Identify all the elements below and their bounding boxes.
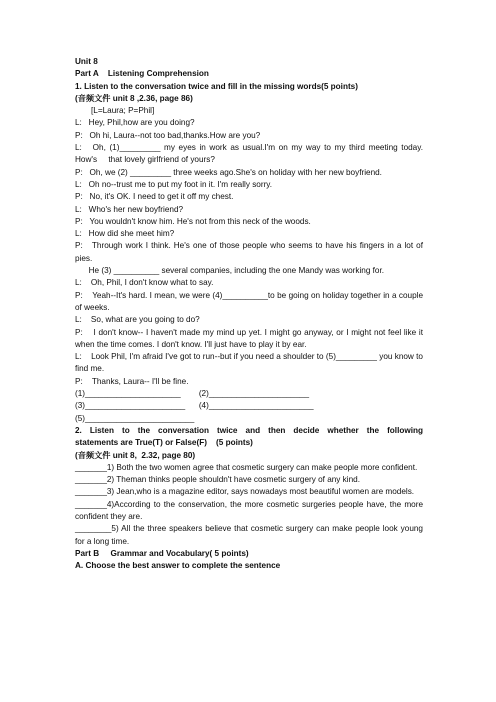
answer-blank-row: (1)_____________________ (2)______________________ bbox=[75, 389, 310, 399]
part-a-heading: Part A Listening Comprehension bbox=[75, 69, 209, 79]
dialogue-line: L: Look Phil, I'm afraid I've got to run--but if you need a shoulder to (5)_________ you know to find me. bbox=[75, 352, 423, 374]
dialogue-line: P: Thanks, Laura-- I'll be fine. bbox=[75, 376, 189, 386]
dialogue-line: L: Oh no--trust me to put my foot in it. I'm really sorry. bbox=[75, 179, 273, 189]
dialogue-line: L: Oh, Phil, I don't know what to say. bbox=[75, 278, 214, 288]
dialogue-line: P: Through work I think. He's one of those people who seems to have his fingers in a lot of pies. bbox=[75, 241, 423, 263]
question-2-audio: (音频文件 unit 8, 2.32, page 80) bbox=[75, 450, 196, 460]
dialogue-line: L: How did she meet him? bbox=[75, 229, 175, 239]
true-false-statement: _______3) Jean,who is a magazine editor, says nowadays most beautiful women are models. bbox=[75, 487, 415, 497]
answer-blank-row: (3)______________________ (4)_______________________ bbox=[75, 401, 314, 411]
dialogue-line: L: Who's her new boyfriend? bbox=[75, 204, 184, 214]
speaker-roles: [L=Laura; P=Phil] bbox=[91, 106, 155, 116]
part-b-heading: Part B Grammar and Vocabulary( 5 points) bbox=[75, 548, 249, 558]
dialogue-line: P: Oh, we (2) _________ three weeks ago.She's on holiday with her new boyfriend. bbox=[75, 167, 382, 177]
true-false-statement: ________5) All the three speakers believe that cosmetic surgery can make people look young for a long time. bbox=[75, 524, 423, 546]
dialogue-line: L: Hey, Phil,how are you doing? bbox=[75, 118, 195, 128]
question-1-title: 1. Listen to the conversation twice and fill in the missing words(5 points) bbox=[75, 81, 358, 91]
dialogue-line: L: So, what are you going to do? bbox=[75, 315, 200, 325]
section-a-heading: A. Choose the best answer to complete the sentence bbox=[75, 561, 281, 571]
question-2-title: 2. Listen to the conversation twice and then decide whether the following statements are True(T) or False(F) (5 points) bbox=[75, 425, 423, 448]
dialogue-line: P: You wouldn't know him. He's not from this neck of the woods. bbox=[75, 216, 311, 226]
dialogue-line: P: No, it's OK. I need to get it off my chest. bbox=[75, 192, 234, 202]
dialogue-line: P: I don't know-- I haven't made my mind up yet. I might go anyway, or I might not feel like it when the time comes. I don't know. I'll just have to play it by ear. bbox=[75, 327, 423, 349]
true-false-statement: _______2) Theman thinks people shouldn't have cosmetic surgery of any kind. bbox=[75, 475, 360, 485]
dialogue-line: P: Yeah--It's hard. I mean, we were (4)__________to be going on holiday together in a couple of weeks. bbox=[75, 290, 423, 312]
question-1-audio: (音频文件 unit 8 ,2.36, page 86) bbox=[75, 93, 193, 103]
answer-blank-row: (5)________________________ bbox=[75, 413, 195, 423]
dialogue-line: He (3) __________ several companies, including the one Mandy was working for. bbox=[75, 266, 385, 276]
unit-title: Unit 8 bbox=[75, 57, 98, 66]
dialogue-line: P: Oh hi, Laura--not too bad,thanks.How are you? bbox=[75, 130, 261, 140]
document-content bbox=[75, 56, 423, 572]
dialogue-line: L: Oh, (1)_________ my eyes in work as usual.I'm on my way to my third meeting today. How's that lovely girlfriend of yours? bbox=[75, 143, 423, 165]
true-false-statement: _______1) Both the two women agree that cosmetic surgery can make people more confident. bbox=[75, 462, 418, 472]
true-false-statement: _______4)According to the conservation, the more cosmetic surgeries people have, the more confident they are. bbox=[75, 499, 423, 521]
